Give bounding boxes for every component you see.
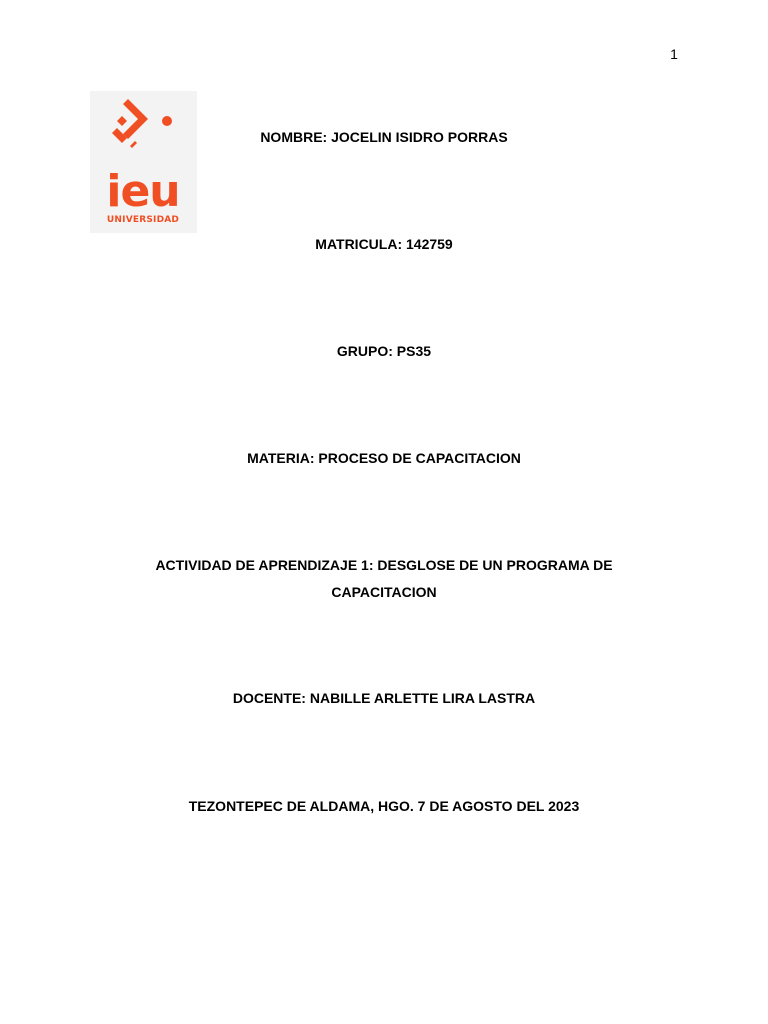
activity-title: ACTIVIDAD DE APRENDIZAJE 1: DESGLOSE DE UN PROGRAMA DE CAPACITACION [155,557,613,600]
subject: MATERIA: PROCESO DE CAPACITACION [247,450,521,466]
place-and-date: TEZONTEPEC DE ALDAMA, HGO. 7 DE AGOSTO DEL 2023 [188,798,580,814]
page-number: 1 [670,46,678,62]
teacher: DOCENTE: NABILLE ARLETTE LIRA LASTRA [232,690,536,706]
ieu-universidad-logo [90,91,197,233]
ieu-wordmark: ieu [106,166,180,217]
student-id: MATRICULA: 142759 [315,236,453,252]
universidad-wordmark: UNIVERSIDAD [106,215,180,225]
student-name: NOMBRE: JOCELIN ISIDRO PORRAS [260,129,508,145]
group: GRUPO: PS35 [336,343,432,359]
ieu-logo-graphic [90,91,197,233]
